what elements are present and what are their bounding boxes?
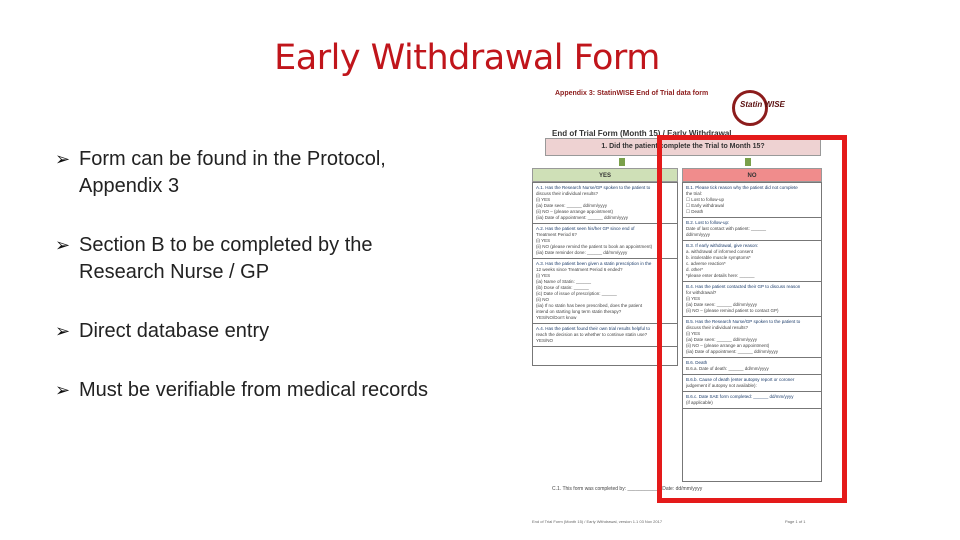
form-line: *please enter details here: ______: [686, 273, 755, 278]
appendix-title: Appendix 3: StatinWISE End of Trial data form: [555, 90, 709, 97]
form-line: a. withdrawal of informed consent: [686, 249, 754, 254]
form-line: c. adverse reaction*: [686, 261, 726, 266]
slide-title: Early Withdrawal Form: [274, 38, 660, 78]
form-line: B.4. Has the patient contacted their GP to discuss reason: [686, 284, 801, 289]
form-line: B.1. Please tick reason why the patient did not complete: [686, 185, 798, 190]
form-line: (ic) Date of issue of prescription: ______: [536, 291, 617, 296]
form-section: [533, 324, 677, 347]
form-line: ☐ Lost to follow-up: [686, 197, 725, 202]
form-line: B.3. If early withdrawal, give reason:: [686, 243, 759, 248]
form-line: discuss their individual results?: [686, 325, 749, 330]
form-line: B.6.c. Date SAE form completed: ______ dd/mm/yyyy: [686, 394, 794, 399]
form-line: ☐ Early withdrawal: [686, 203, 725, 208]
form-line: (ii) NO – (please arrange an appointment): [686, 343, 770, 348]
form-line: 12 weeks since Treatment Period 6 ended?: [536, 267, 623, 272]
form-line: ☐ Death: [686, 209, 704, 214]
form-line: A.1. Has the Research Nurse/GP spoken to the patient to: [536, 185, 651, 190]
form-line: discuss their individual results?: [536, 191, 599, 196]
form-line: B.5. Has the Research Nurse/GP spoken to the patient to: [686, 319, 801, 324]
form-line: reach the decision as to whether to continue statin use?: [536, 332, 648, 337]
form-line: (i) YES: [536, 238, 551, 243]
form-section: [533, 259, 677, 324]
form-line: Treatment Period 6?: [536, 232, 577, 237]
form-line: (i) YES: [536, 197, 551, 202]
form-line: YES/NO/Don't know: [536, 315, 577, 320]
completion-question: 1. Did the patient complete the Trial to Month 15?: [545, 138, 821, 156]
form-line: A.4. Has the patient found their own trial results helpful to: [536, 326, 651, 331]
form-line: for withdrawal?: [686, 290, 717, 295]
form-line: YES/NO: [536, 338, 554, 343]
form-line: the trial:: [686, 191, 703, 196]
form-line: (iia) Date reminder done: ______ dd/mm/yyyy: [536, 250, 628, 255]
form-line: (ii) NO – (please remind patient to contact GP): [686, 308, 779, 313]
arrow-bullet-icon: ➢: [55, 235, 71, 255]
bullet-item: [55, 318, 269, 345]
document-footer: End of Trial Form (Month 15) / Early Withdrawal, version 1.1 03 Nov 2017: [532, 519, 663, 524]
form-line: (i) YES: [686, 331, 701, 336]
bullet-text: Form can be found in the Protocol, Appendix 3: [79, 148, 386, 197]
bullet-text: Must be verifiable from medical records: [79, 379, 429, 401]
form-line: dd/mm/yyyy: [686, 232, 711, 237]
form-line: (ia) Date seen: ______ dd/mm/yyyy: [536, 203, 608, 208]
form-line: (ia) Name of Statin: ______: [536, 279, 592, 284]
completed-by-line: C.1. This form was completed by: ____________ Date: dd/mm/yyyy: [552, 486, 703, 492]
form-title: End of Trial Form (Month 15) / Early Withdrawal: [552, 129, 732, 138]
yes-column-header: YES: [532, 168, 678, 182]
form-line: (ii) NO – (please arrange appointment): [536, 209, 614, 214]
arrow-bullet-icon: ➢: [55, 380, 71, 400]
form-line: B.6. Death: [686, 360, 708, 365]
arrow-bullet-icon: ➢: [55, 149, 71, 169]
form-line: A.3. Has the patient been given a statin prescription in the: [536, 261, 652, 266]
form-line: b. intolerable muscle symptoms*: [686, 255, 751, 260]
form-line: (ia) Date seen: ______ dd/mm/yyyy: [686, 337, 758, 342]
form-line: A.2. Has the patient seen his/her GP since end of: [536, 226, 635, 231]
logo-text: Statin WISE: [740, 100, 785, 109]
form-line: B.6.a. Date of death: ______ dd/mm/yyyy: [686, 366, 769, 371]
form-line: Date of last contact with patient: ______: [686, 226, 767, 231]
form-line: (ii) NO (please remind the patient to book an appointment): [536, 244, 653, 249]
form-line: B.6.b. Cause of death (enter autopsy report or coroner: [686, 377, 795, 382]
page-number: Page 1 of 1: [785, 519, 806, 524]
form-line: judgement if autopsy not available):: [686, 383, 757, 388]
bullet-item: [55, 377, 428, 404]
bullet-item: [55, 146, 455, 200]
form-line: d. other*: [686, 267, 704, 272]
form-section: [533, 183, 677, 224]
form-line: (iia) If no statin has been prescribed, does the patient: [536, 303, 643, 308]
form-line: B.2. Lost to follow-up:: [686, 220, 730, 225]
down-arrow-icon: [619, 158, 625, 166]
bullet-text: Direct database entry: [79, 320, 270, 342]
form-line: (ib) Dose of statin: ______: [536, 285, 589, 290]
form-line: (i) YES: [536, 273, 551, 278]
section-b-highlight-box: [657, 135, 847, 503]
form-section: [533, 224, 677, 259]
form-line: (ii) NO: [536, 297, 549, 302]
bullet-text: Section B to be completed by the Research Nurse / GP: [79, 234, 373, 283]
form-line: (iia) Date of appointment: ______ dd/mm/yyyy: [536, 215, 629, 220]
no-column-header: NO: [682, 168, 822, 182]
form-line: (ia) Date seen: ______ dd/mm/yyyy: [686, 302, 758, 307]
bullet-item: [55, 232, 455, 286]
arrow-bullet-icon: ➢: [55, 321, 71, 341]
form-line: (i) YES: [686, 296, 701, 301]
form-line: intend on starting long term statin therapy?: [536, 309, 622, 314]
form-line: (iia) Date of appointment: ______ dd/mm/yyyy: [686, 349, 779, 354]
form-line: (if applicable): [686, 400, 713, 405]
